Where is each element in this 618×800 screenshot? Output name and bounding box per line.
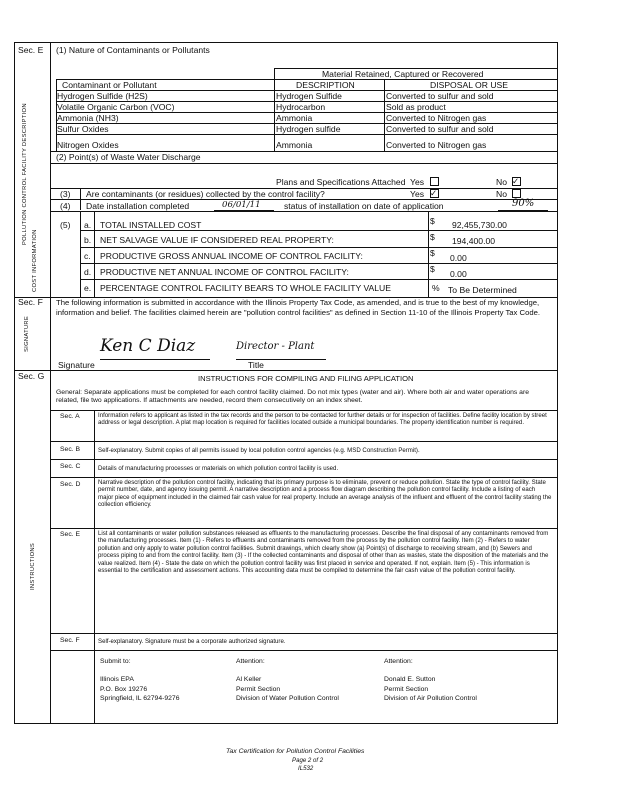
check-mark-icon: ✓ xyxy=(430,188,438,198)
signature-label: Signature xyxy=(58,360,95,370)
submit-col1-line: Springfield, IL 62794-9276 xyxy=(100,695,180,702)
instr-row-line xyxy=(50,441,558,442)
cost-value[interactable]: To Be Determined xyxy=(448,285,517,295)
description-cell: Ammonia xyxy=(276,113,313,123)
cost-letter-divider xyxy=(80,211,81,298)
cost-row-line xyxy=(80,230,558,231)
cost-letter: e. xyxy=(84,283,92,293)
sec-d-text: Narrative description of the pollution control facility, indicating that its primary purpose is to eliminate, prevent or reduce pollution. State the type of control facility. State permit number, date, and agency issuing permit. A narrative description and a process flow diagram describing the pollution control facility. Include a listing of each major piece of equipment included in the claimed fair cash value for real property. Include an average analysis of the influent and effluent of the control facility stating the collection efficiency. xyxy=(98,479,552,509)
cost-value[interactable]: 194,400.00 xyxy=(452,236,496,246)
section-f-label: Sec. F xyxy=(18,297,43,307)
section-e-side-label: POLLUTION CONTROL FACILITY DESCRIPTION xyxy=(22,103,28,245)
cost-label-divider xyxy=(94,211,95,298)
footer-code: IL532 xyxy=(298,765,314,772)
disposal-cell: Converted to sulfur and sold xyxy=(386,91,494,101)
sec-b-text: Self-explanatory. Submit copies of all permits issued by local pollution control agencies (e.g. MSD Construction Permit). xyxy=(98,447,420,454)
cost-label: TOTAL INSTALLED COST xyxy=(100,220,202,230)
status-value[interactable]: 90% xyxy=(512,198,535,209)
submit-col1-line: P.O. Box 19276 xyxy=(100,686,148,693)
submit-col2-line: Division of Water Pollution Control xyxy=(236,695,339,702)
signature-scrawl[interactable]: Ken C Diaz xyxy=(100,336,196,356)
submit-col1-line: Illinois EPA xyxy=(100,676,134,683)
percent-unit: % xyxy=(432,283,440,293)
submit-col3-line: Division of Air Pollution Control xyxy=(384,695,477,702)
section-e-divider xyxy=(50,42,51,298)
currency-symbol: $ xyxy=(430,264,435,274)
cost-label: PRODUCTIVE NET ANNUAL INCOME OF CONTROL FACILITY: xyxy=(100,267,349,277)
cost-row-line xyxy=(80,247,558,248)
table-line xyxy=(56,134,558,135)
title-scrawl[interactable]: Director - Plant xyxy=(236,341,315,352)
disposal-cell: Converted to sulfur and sold xyxy=(386,124,494,134)
certification-text: The following information is submitted in accordance with the Illinois Property Tax Code, as amended, and is true to the best of my knowledge, information and belief. The facilities claimed herein are "pollution control facilities" as defined in Section 11-10 of the Illinois Property Tax Code. xyxy=(56,298,541,317)
nature-heading: (1) Nature of Contaminants or Pollutants xyxy=(56,45,210,55)
description-cell: Hydrogen Sulfide xyxy=(276,91,342,101)
submit-col2-line: Permit Section xyxy=(236,686,281,693)
sec-c-text: Details of manufacturing processes or materials on which pollution control facility is used. xyxy=(98,465,339,472)
cost-label: NET SALVAGE VALUE IF CONSIDERED REAL PROPERTY: xyxy=(100,235,334,245)
item4-number: (4) xyxy=(60,201,71,211)
col-description: DESCRIPTION xyxy=(296,80,355,90)
cost-value-divider xyxy=(428,211,429,298)
contaminant-cell: Volatile Organic Carbon (VOC) xyxy=(57,102,175,112)
contaminant-cell: Hydrogen Sulfide (H2S) xyxy=(57,91,148,101)
instr-label-divider xyxy=(94,410,95,724)
general-instructions: General: Separate applications must be completed for each control facility claimed. Do not mix types (water and air). Where both air and water operations are related, file two applications. If attachments are needed, record them consecutively on an index sheet. xyxy=(56,389,529,405)
sec-e-instr-label: Sec. E xyxy=(60,531,81,538)
plans-attached-label: Plans and Specifications Attached xyxy=(276,177,406,187)
item-row-line xyxy=(50,199,558,200)
submit-col2-head: Attention: xyxy=(236,658,265,665)
instr-row-line xyxy=(50,528,558,529)
cost-label: PRODUCTIVE GROSS ANNUAL INCOME OF CONTROL FACILITY: xyxy=(100,251,363,261)
contaminant-cell: Sulfur Oxides xyxy=(57,124,109,134)
col-disposal: DISPOSAL OR USE xyxy=(430,80,509,90)
col-contaminant: Contaminant or Pollutant xyxy=(62,80,157,90)
submit-col1-head: Submit to: xyxy=(100,658,131,665)
currency-symbol: $ xyxy=(430,216,435,226)
cost-value[interactable]: 92,455,730.00 xyxy=(452,220,507,230)
submit-col2-line: Al Keller xyxy=(236,676,262,683)
item3-text: Are contaminants (or residues) collected by the control facility? xyxy=(86,189,325,199)
submit-col3-line: Donald E. Sutton xyxy=(384,676,436,683)
disposal-cell: Sold as product xyxy=(386,102,446,112)
cost-label: PERCENTAGE CONTROL FACILITY BEARS TO WHOLE FACILITY VALUE xyxy=(100,283,391,293)
item-row-line xyxy=(50,211,558,212)
sec-a-text: Information refers to applicant as listed in the tax records and the person to be contacted for further details or for inspection of facilities. Define facility location by street address or legal description. A plat map location is required for facilities located outside a municipal boundaries. The property identification number is required. xyxy=(98,412,547,427)
contaminant-cell: Ammonia (NH3) xyxy=(57,113,119,123)
section-f-side-label: SIGNATURE xyxy=(24,315,30,352)
sec-d-label: Sec. D xyxy=(60,481,81,488)
item-number-divider xyxy=(80,188,81,210)
sec-b-label: Sec. B xyxy=(60,446,81,453)
footer-title: Tax Certification for Pollution Control Facilities xyxy=(226,748,365,755)
description-cell: Hydrocarbon xyxy=(276,102,326,112)
cost-row-line xyxy=(80,263,558,264)
footer-page: Page 2 of 2 xyxy=(292,757,324,764)
instr-row-line xyxy=(50,477,558,478)
cost-letter: a. xyxy=(84,220,92,230)
instr-row-line xyxy=(50,459,558,460)
plans-no-label: No xyxy=(496,177,507,187)
submit-col3-head: Attention: xyxy=(384,658,413,665)
instr-row-line xyxy=(50,633,558,634)
table-col-line xyxy=(384,79,385,151)
check-mark-icon: ✓ xyxy=(512,176,520,186)
item3-yes-label: Yes xyxy=(410,189,425,199)
disposal-cell: Converted to Nitrogen gas xyxy=(386,140,487,150)
table-col-line xyxy=(274,68,275,151)
sec-c-label: Sec. C xyxy=(60,463,81,470)
status-label: status of installation on date of application xyxy=(284,201,444,211)
plans-yes-checkbox[interactable] xyxy=(430,177,439,186)
item3-number: (3) xyxy=(60,189,71,199)
item5-number: (5) xyxy=(60,220,71,230)
description-cell: Ammonia xyxy=(276,140,313,150)
discharge-line xyxy=(50,163,558,164)
section-e-side-label-2: COST INFORMATION xyxy=(32,229,38,292)
contaminant-cell: Nitrogen Oxides xyxy=(57,140,119,150)
item4-text: Date installation completed xyxy=(86,201,190,211)
cost-row-line xyxy=(80,279,558,280)
table-left-line xyxy=(56,79,57,151)
section-g-divider xyxy=(50,370,51,724)
cost-value[interactable]: 0.00 xyxy=(450,253,467,263)
sec-a-label: Sec. A xyxy=(60,413,80,420)
cost-letter: b. xyxy=(84,235,92,245)
plans-yes-label: Yes xyxy=(410,177,425,187)
currency-symbol: $ xyxy=(430,248,435,258)
title-label: Title xyxy=(248,360,264,370)
cost-letter: d. xyxy=(84,267,92,277)
description-cell: Hydrogen sulfide xyxy=(276,124,341,134)
submit-col3-line: Permit Section xyxy=(384,686,429,693)
instructions-heading: INSTRUCTIONS FOR COMPILING AND FILING APPLICATION xyxy=(198,374,414,383)
cost-value[interactable]: 0.00 xyxy=(450,269,467,279)
sec-f-instr-label: Sec. F xyxy=(60,637,80,644)
sec-f-instr-text: Self-explanatory. Signature must be a corporate authorized signature. xyxy=(98,638,286,645)
section-f-divider xyxy=(50,297,51,371)
item3-no-label: No xyxy=(496,189,507,199)
disposal-cell: Converted to Nitrogen gas xyxy=(386,113,487,123)
instr-row-line xyxy=(50,410,558,411)
instr-row-line xyxy=(50,650,558,651)
currency-symbol: $ xyxy=(430,232,435,242)
signature-underline xyxy=(100,359,210,360)
section-g-side-label: INSTRUCTIONS xyxy=(30,542,36,590)
discharge-heading: (2) Point(s) of Waste Water Discharge xyxy=(56,152,201,162)
section-g-label: Sec. G xyxy=(18,371,45,381)
section-e-label: Sec. E xyxy=(18,45,44,55)
date-completed-value[interactable]: 06/01/11 xyxy=(222,200,261,210)
material-header: Material Retained, Captured or Recovered xyxy=(322,69,484,79)
item3-no-checkbox[interactable] xyxy=(512,189,521,198)
sec-e-instr-text: List all contaminants or water pollution substances released as effluents to the manufacturing processes. Describe the final disposal of any contaminants removed from the manufacturing processes. Item (1) - Refers to effluents and contaminants removed from the process by the pollution control facility. Item (2) - Refers to water pollution and only apply to water pollution control facilities. Submit drawings, which clearly show (a) Point(s) of discharge to receiving stream, and (b) Sewers and process piping to and from the control facility. Item (3) - If the collected contaminants and disposal of other than as wastes, state the disposition of the materials and the value realized. Item (4) - State the date on which the pollution control facility was first placed in service and operated. If not, explain. Item (5) - This information is essential to the certification and assessment actions. This accounting data must be compiled to determine the fair cash value of the pollution control facility. xyxy=(98,530,549,575)
cost-letter: c. xyxy=(84,251,91,261)
